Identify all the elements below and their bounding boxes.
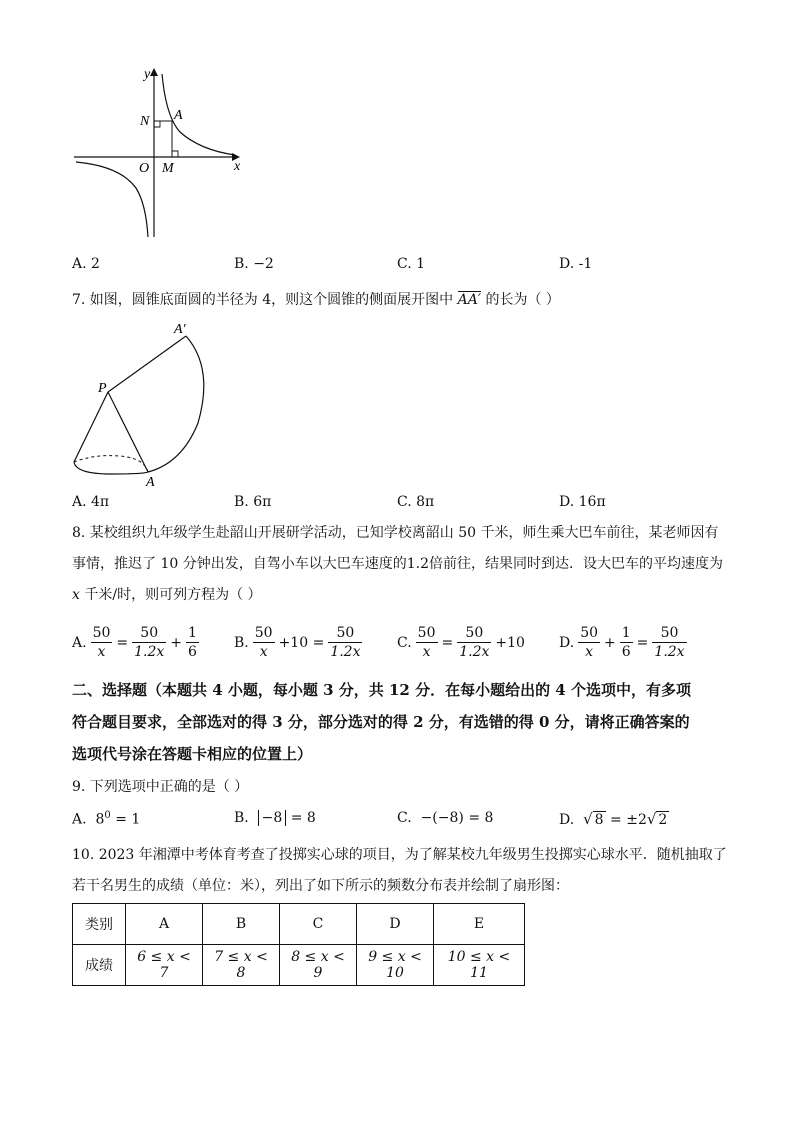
numerator: 50 <box>254 625 273 641</box>
q6-option-a[interactable]: A. 2 <box>72 256 100 272</box>
q9-option-a[interactable] <box>72 810 140 828</box>
q10-line-1: 10. 2023 年湘潭中考体育考查了投掷实心球的项目，为了解某校九年级男生投掷实心球水平．随机抽取了 <box>72 847 727 863</box>
q8-var-x: x <box>72 587 80 603</box>
numerator: 1 <box>188 625 197 641</box>
table-cell: D <box>357 904 434 945</box>
q9-c-label: C. <box>397 810 412 826</box>
operator: = <box>441 634 454 651</box>
q7-option-a[interactable]: A. 4π <box>72 494 110 510</box>
q9-option-b[interactable] <box>234 810 316 826</box>
q7-stem-before: 7. 如图，圆锥底面圆的半径为 4，则这个圆锥的侧面展开图中 <box>72 292 458 308</box>
table-cell: 成绩 <box>73 945 126 986</box>
q9-options <box>72 810 752 834</box>
table-cell: E <box>434 904 525 945</box>
point-p-label: P <box>98 381 107 396</box>
q8-option-c[interactable] <box>397 624 525 661</box>
table-cell: B <box>203 904 280 945</box>
table-cell: A <box>126 904 203 945</box>
numerator: 50 <box>652 624 686 643</box>
fraction <box>253 624 275 661</box>
denominator: 1.2x <box>654 644 685 660</box>
q9-a-exp: 0 <box>104 810 111 821</box>
table-cell: 8 ≤ x < 9 <box>280 945 357 986</box>
denominator: 6 <box>188 644 197 660</box>
q8-option-b[interactable] <box>234 624 362 661</box>
q8-d-label: D. <box>559 634 575 651</box>
q6-option-d[interactable]: D. -1 <box>559 256 593 272</box>
q8-option-a[interactable] <box>72 624 199 661</box>
operator: + <box>604 634 616 651</box>
table-cell: C <box>280 904 357 945</box>
fraction <box>416 624 438 661</box>
point-a-label: A <box>174 108 183 123</box>
q6-options <box>72 256 752 280</box>
operator: = <box>636 634 649 651</box>
denominator: x <box>422 644 431 660</box>
operator: = <box>116 634 129 651</box>
denominator: 6 <box>621 644 631 660</box>
fraction <box>186 624 199 661</box>
denominator: 1.2x <box>330 644 361 660</box>
q8-line-3-text: 千米/时，则可列方程为（ ） <box>79 587 262 603</box>
cone-figure <box>64 318 214 490</box>
section-2-line-1: 二、选择题（本题共 4 小题，每小题 3 分，共 12 分．在每小题给出的 4 个选项中，有多项 <box>72 681 691 699</box>
denominator: x <box>97 644 106 660</box>
q7-stem-after: 的长为（ ） <box>481 292 560 308</box>
q8-options <box>72 624 752 664</box>
sqrt-icon: √ <box>583 810 593 828</box>
table-cell: 类别 <box>73 904 126 945</box>
q7-options <box>72 494 752 518</box>
q9-d-rad1: 8 <box>594 812 604 828</box>
q9-d-mid: = ±2 <box>605 812 647 828</box>
q10-line-2: 若干名男生的成绩（单位：米），列出了如下所示的频数分布表并绘制了扇形图： <box>72 878 569 894</box>
point-n-label: N <box>140 114 150 129</box>
table-cell: 10 ≤ x < 11 <box>434 945 525 986</box>
origin-label: O <box>139 161 150 176</box>
q7-option-d[interactable]: D. 16π <box>559 494 606 510</box>
q9-option-d[interactable] <box>559 810 669 828</box>
point-a-label-q7: A <box>146 475 155 490</box>
denominator: 1.2x <box>459 644 490 660</box>
numerator: 50 <box>328 624 362 643</box>
fraction <box>328 624 362 661</box>
operator: +10 = <box>278 634 325 651</box>
q9-c-expr: −(−8) = 8 <box>420 810 494 826</box>
numerator: 1 <box>621 625 631 641</box>
q9-a-rest: = 1 <box>110 811 141 828</box>
numerator: 50 <box>132 624 166 643</box>
fraction <box>132 624 166 661</box>
q8-line-3 <box>72 580 732 611</box>
table-cell: 9 ≤ x < 10 <box>357 945 434 986</box>
q9-b-abs: −8 <box>258 810 287 826</box>
q9-a-base: 8 <box>95 811 105 828</box>
q8-b-label: B. <box>234 634 249 651</box>
denominator: x <box>585 644 594 660</box>
operator: +10 <box>495 634 525 651</box>
table-cell: 7 ≤ x < 8 <box>203 945 280 986</box>
q9-d-rad2: 2 <box>658 812 668 828</box>
fraction <box>578 624 600 661</box>
q9-stem: 9. 下列选项中正确的是（ ） <box>72 779 249 795</box>
numerator: 50 <box>580 625 599 641</box>
q7-option-c[interactable]: C. 8π <box>397 494 435 510</box>
q9-b-rest: = 8 <box>286 810 316 826</box>
q6-option-c[interactable]: C. 1 <box>397 256 426 272</box>
sqrt-icon: √ <box>646 810 657 828</box>
q9-a-label: A. <box>72 811 87 828</box>
numerator: 50 <box>457 624 491 643</box>
section-2-line-2: 符合题目要求，全部选对的得 3 分，部分选对的得 2 分，有选错的得 0 分，请将正确答案的 <box>72 713 690 731</box>
denominator: x <box>259 644 268 660</box>
section-2-heading <box>72 674 732 770</box>
operator: + <box>170 634 183 651</box>
fraction <box>652 624 686 661</box>
numerator: 50 <box>417 625 436 641</box>
frequency-table <box>72 903 525 986</box>
q8-line-1: 8. 某校组织九年级学生赴韶山开展研学活动，已知学校离韶山 50 千米，师生乘大巴车前往，某老师因有 <box>72 525 719 541</box>
q8-option-d[interactable] <box>559 624 687 661</box>
y-axis-label: y <box>144 67 151 82</box>
q9-option-c[interactable] <box>397 810 493 826</box>
fraction <box>620 624 633 661</box>
q8-stem <box>72 518 732 611</box>
q7-option-b[interactable]: B. 6π <box>234 494 272 510</box>
point-m-label: M <box>162 161 174 176</box>
table-row <box>73 904 525 945</box>
q6-option-b[interactable]: B. −2 <box>234 256 274 272</box>
hyperbola-figure <box>70 62 250 242</box>
fraction <box>91 624 113 661</box>
q8-line-2: 事情，推迟了 10 分钟出发，自驾小车以大巴车速度的1.2倍前往，结果同时到达．设大巴车的平均速度为 <box>72 556 723 572</box>
q7-stem <box>72 290 560 310</box>
q10-stem <box>72 840 732 902</box>
fraction <box>457 624 491 661</box>
table-row <box>73 945 525 986</box>
q8-c-label: C. <box>397 634 412 651</box>
numerator: 50 <box>92 625 111 641</box>
table-cell: 6 ≤ x < 7 <box>126 945 203 986</box>
arc-symbol: AA′ <box>457 292 482 308</box>
q9-b-label: B. <box>234 810 249 826</box>
section-2-line-3: 选项代号涂在答题卡相应的位置上） <box>72 745 313 763</box>
q9-d-label: D. <box>559 812 575 828</box>
x-axis-label: x <box>234 159 241 174</box>
q8-a-label: A. <box>72 634 87 651</box>
point-a-prime-label: A′ <box>174 322 186 337</box>
denominator: 1.2x <box>134 644 165 660</box>
